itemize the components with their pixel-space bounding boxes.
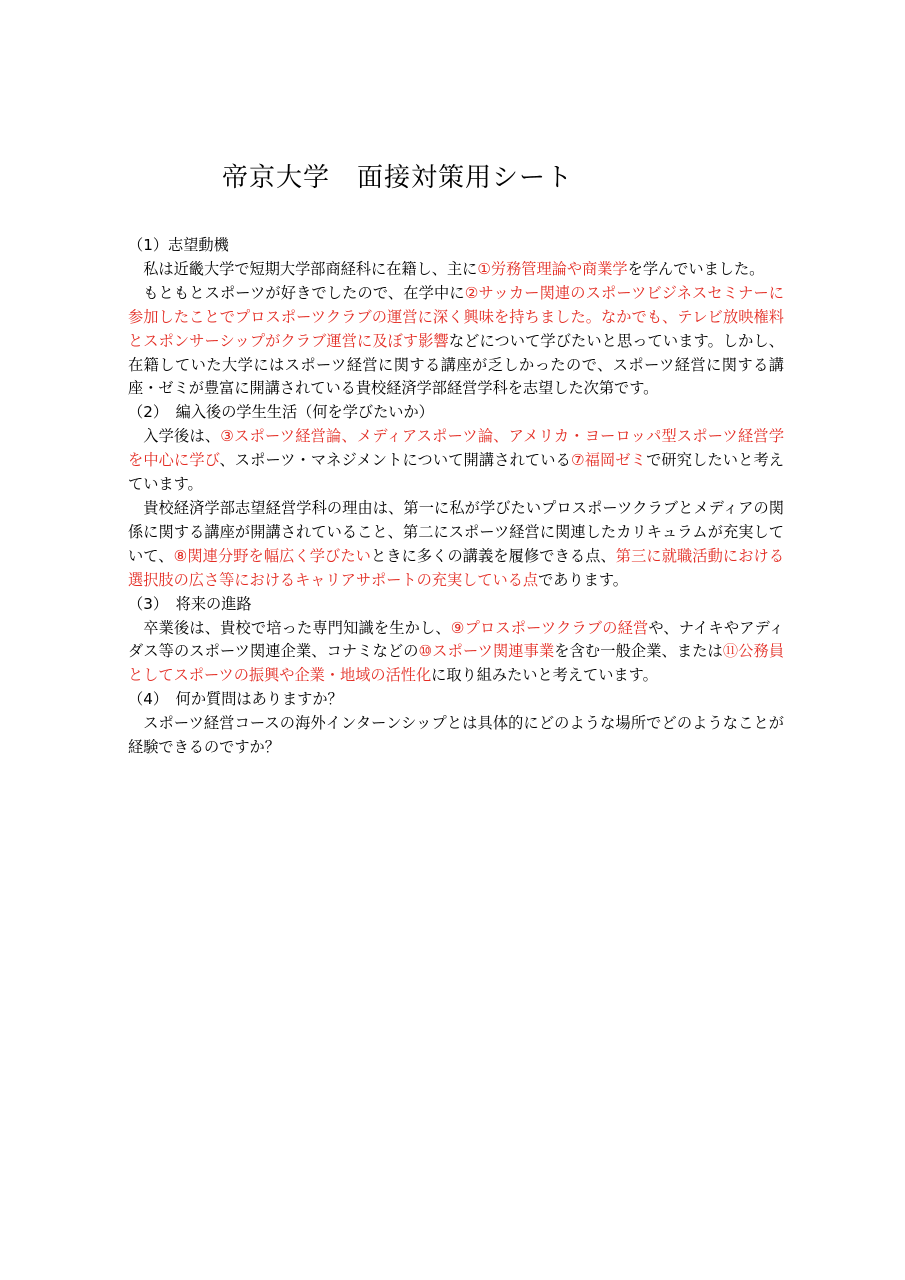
text-run: もともとスポーツが好きでしたので、在学中に — [143, 283, 465, 302]
text-run: ときに多くの講義を履修できる点、 — [370, 546, 616, 565]
text-run: であります。 — [538, 570, 628, 589]
text-run: を含む一般企業、または — [554, 642, 723, 661]
text-run: などについて学びたいと思っています。しかし、在籍していた大学にはスポーツ経営に関する講座が乏しかったので、スポーツ経営に関する講座・ゼミが豊富に開講されている貴校経済学部経営学科を志望した次第です。 — [128, 331, 784, 398]
section-questions — [128, 688, 784, 760]
section-future-career — [128, 593, 784, 689]
text-run: スポーツ経営コースの海外インターンシップとは具体的にどのような場所でどのようなことが経験できるのですか？ — [128, 714, 784, 757]
text-run: を学んでいました。 — [627, 259, 765, 278]
paragraph — [128, 617, 784, 689]
highlighted-text: 第三に就職活動における選択肢の広さ等におけるキャリアサポートの充実している点 — [128, 546, 785, 589]
text-run: 貴校経済学部志望経営学科の理由は、第一に私が学びたいプロスポーツクラブとメディアの関係に関する講座が開講されていること、第二にスポーツ経営に関連したカリキュラムが充実していて、 — [128, 498, 784, 565]
section-motivation — [128, 234, 784, 401]
highlighted-text: ⑧関連分野を幅広く学びたい — [173, 546, 371, 565]
highlighted-text: ③スポーツ経営論、メディアスポーツ論、アメリカ・ヨーロッパ型スポーツ経営学を中心に学び — [128, 427, 785, 470]
paragraph — [128, 497, 784, 593]
highlighted-text: ⑩スポーツ関連事業 — [418, 642, 555, 661]
paragraph — [128, 282, 784, 402]
highlighted-text: ①労務管理論や商業学 — [477, 259, 628, 278]
paragraph — [128, 258, 784, 282]
highlighted-text: ⑪公務員としてスポーツの振興や企業・地域の活性化 — [128, 642, 785, 685]
section-heading: （4） 何か質問はありますか？ — [128, 690, 343, 709]
text-run: に取り組みたいと考えています。 — [431, 666, 658, 685]
highlighted-text: ②サッカー関連のスポーツビジネスセミナーに参加したことでプロスポーツクラブの運営に深く興味を持ちました。なかでも、テレビ放映権料とスポンサーシップがクラブ運営に及ぼす影響 — [128, 283, 784, 350]
text-run: や、ナイキやアディダス等のスポーツ関連企業、コナミなどの — [128, 618, 784, 661]
document-body — [128, 234, 784, 760]
highlighted-text: ⑨プロスポーツクラブの経営 — [450, 618, 649, 637]
text-run: 卒業後は、貴校で培った専門知識を生かし、 — [143, 618, 451, 637]
text-run: 、スポーツ・マネジメントについて開講されている — [219, 451, 571, 470]
paragraph — [128, 712, 784, 760]
text-run: 入学後は、 — [143, 427, 221, 446]
section-heading: （3） 将来の進路 — [128, 594, 252, 613]
section-heading: （2） 編入後の学生生活（何を学びたいか） — [128, 403, 434, 422]
section-student-life — [128, 401, 784, 592]
paragraph — [128, 425, 784, 497]
highlighted-text: ⑦福岡ゼミ — [570, 451, 647, 470]
section-heading: （1）志望動機 — [128, 236, 229, 254]
text-run: 私は近畿大学で短期大学部商経科に在籍し、主に — [143, 259, 478, 278]
document-title: 帝京大学 面接対策用シート — [222, 163, 574, 193]
text-run: で研究したいと考えています。 — [128, 451, 784, 494]
